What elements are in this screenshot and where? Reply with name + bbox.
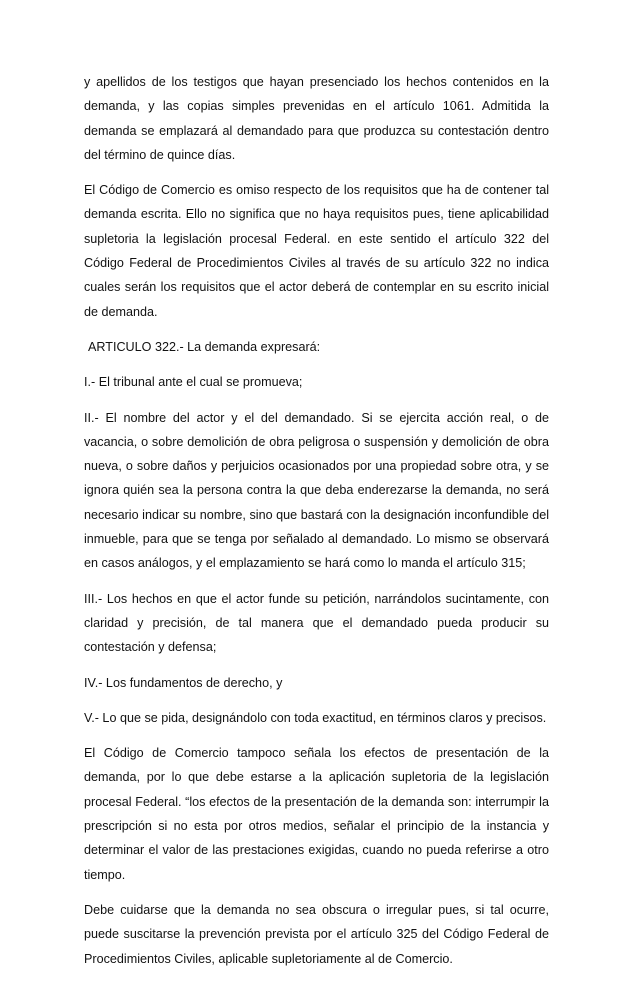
article-item-v: V.- Lo que se pida, designándolo con toda exactitud, en términos claros y precisos. [84, 710, 547, 725]
paragraph-testigos: y apellidos de los testigos que hayan presenciado los hechos contenidos en la demanda, y las copias simples prevenidas en el artículo 1061. Admitida la demanda se emplazará al demandado para que produzca su contestación dentro del término de quince días. [84, 75, 549, 162]
article-item-ii: II.- El nombre del actor y el del demandado. Si se ejercita acción real, o de vacancia, o sobre demolición de obra peligrosa o suspensión y demolición de obra nueva, o sobre daños y perjuicios ocasionados por una propiedad sobre otra, y se ignora quién sea la persona contra la que deba enderezarse la demanda, no será necesario indicar su nombre, sino que bastará con la designación inconfundible del inmueble, para que se tenga por señalado al demandado. Lo mismo se observará en casos análogos, y el emplazamiento se hará como lo manda el artículo 315; [84, 410, 549, 571]
article-item-iv: IV.- Los fundamentos de derecho, y [84, 675, 283, 690]
paragraph-codigo-comercio-omiso: El Código de Comercio es omiso respecto de los requisitos que ha de contener tal demanda escrita. Ello no significa que no haya requisitos pues, tiene aplicabilidad supletoria la legislación procesal Federal. en este sentido el artículo 322 del Código Federal de Procedimientos Civiles al través de su artículo 322 no indica cuales serán los requisitos que el actor deberá de contemplar en su escrito inicial de demanda. [84, 183, 549, 319]
paragraph-demanda-obscura: Debe cuidarse que la demanda no sea obscura o irregular pues, si tal ocurre, puede suscitarse la prevención prevista por el artículo 325 del Código Federal de Procedimientos Civiles, aplicable supletoriamente al de Comercio. [84, 902, 549, 966]
article-item-iii: III.- Los hechos en que el actor funde su petición, narrándolos sucintamente, con claridad y precisión, de tal manera que el demandado pueda producir su contestación y defensa; [84, 591, 549, 655]
document-body [84, 70, 549, 982]
article-item-i: I.- El tribunal ante el cual se promueva; [84, 375, 303, 390]
article-322-heading: ARTICULO 322.- La demanda expresará: [88, 339, 321, 354]
paragraph-efectos-presentacion: El Código de Comercio tampoco señala los efectos de presentación de la demanda, por lo que debe estarse a la aplicación supletoria de la legislación procesal Federal. “los efectos de la presentación de la demanda son: interrumpir la prescripción si no esta por otros medios, señalar el principio de la instancia y determinar el valor de las prestaciones exigidas, cuando no pueda referirse a otro tiempo. [84, 746, 549, 882]
